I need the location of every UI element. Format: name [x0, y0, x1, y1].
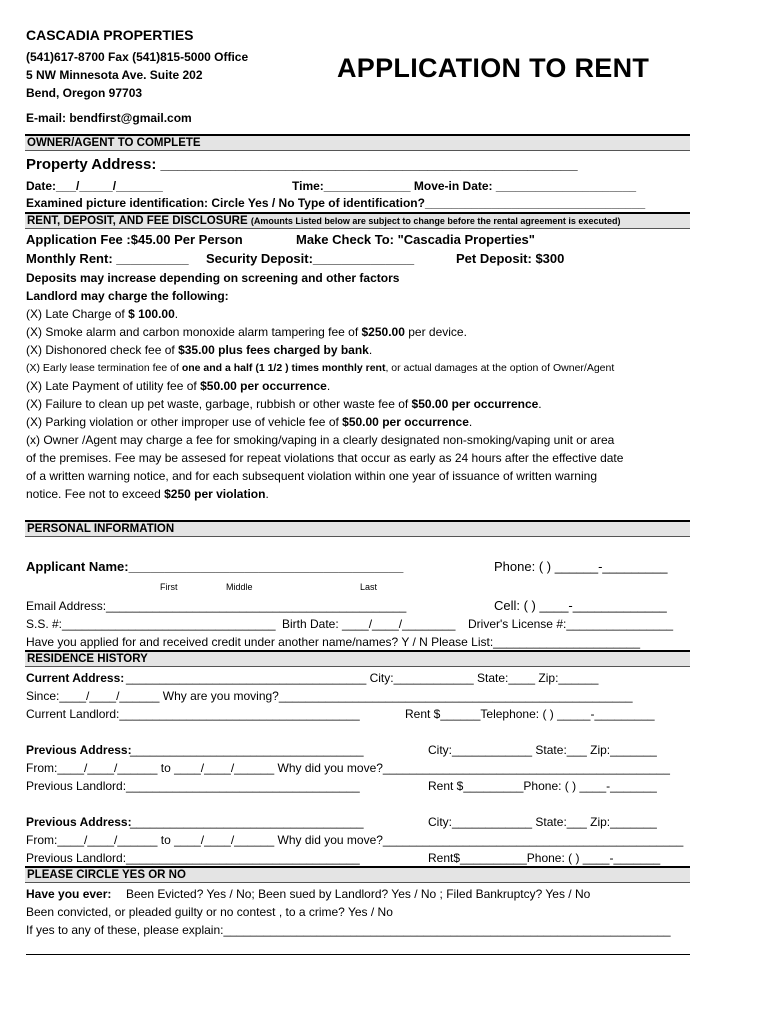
owner-section-bar	[25, 134, 690, 151]
have-you-ever-label: Have you ever:	[26, 887, 112, 901]
drivers-license-field[interactable]: Driver's License #:________________	[468, 617, 674, 631]
landlord-charge-heading: Landlord may charge the following:	[26, 289, 229, 303]
fee-item: (X) Parking violation or other improper use of vehicle fee of $50.00 per occurrence.	[26, 415, 473, 429]
applicant-name-field[interactable]: Applicant Name:______________________________________	[26, 559, 404, 574]
previous-rent-field[interactable]: Rent $_________Phone: ( ) ____-_______	[428, 779, 657, 793]
previous-landlord-field[interactable]: Previous Landlord:___________________________________	[26, 851, 360, 865]
personal-section-bar	[25, 520, 690, 537]
fee-item: (X) Late Charge of $ 100.00.	[26, 307, 179, 321]
circle-section-heading: PLEASE CIRCLE YES OR NO	[27, 869, 186, 881]
previous-landlord-field[interactable]: Previous Landlord:___________________________________	[26, 779, 360, 793]
fee-section-heading	[27, 215, 620, 227]
fee-section-bar	[25, 212, 690, 229]
current-address-field[interactable]: ____________________________________ City:____________ State:____ Zip:______	[126, 671, 599, 685]
deposits-note: Deposits may increase depending on screening and other factors	[26, 271, 400, 285]
date-field[interactable]: Date:___/_____/_______	[26, 179, 163, 193]
property-address-field[interactable]: Property Address: __________________________________________________	[26, 156, 578, 173]
company-email: E-mail: bendfirst@gmail.com	[26, 111, 192, 125]
owner-section-heading: OWNER/AGENT TO COMPLETE	[27, 137, 201, 149]
company-phones: (541)617-8700 Fax (541)815-5000 Office	[26, 50, 249, 64]
convicted-question[interactable]: Been convicted, or pleaded guilty or no contest , to a crime? Yes / No	[26, 905, 393, 919]
fee-heading-text: RENT, DEPOSIT, AND FEE DISCLOSURE	[27, 215, 248, 227]
current-landlord-field[interactable]: Current Landlord:____________________________________	[26, 707, 360, 721]
previous-rent-field[interactable]: Rent$__________Phone: ( ) ____-_______	[428, 851, 661, 865]
previous-address-label: Previous Address:	[26, 743, 132, 757]
circle-section-bar	[25, 866, 690, 883]
smoking-fee-line-4: notice. Fee not to exceed $250 per violation.	[26, 487, 269, 501]
credit-question-field[interactable]: Have you applied for and received credit under another name/names? Y / N Please List:______________________	[26, 635, 640, 649]
explain-field[interactable]: If yes to any of these, please explain:___________________________________________________________________	[26, 923, 671, 937]
cell-field[interactable]: Cell: ( ) ____-_____________	[494, 598, 667, 613]
smoking-fee-line-1: (x) Owner /Agent may charge a fee for smoking/vaping in a clearly designated non-smoking/vaping unit or area	[26, 433, 615, 447]
evicted-sued-bankruptcy-question[interactable]: Been Evicted? Yes / No; Been sued by Landlord? Yes / No ; Filed Bankruptcy? Yes / No	[126, 887, 591, 901]
fee-heading-note: (Amounts Listed below are subject to change before the rental agreement is executed)	[250, 216, 621, 226]
previous-address-field[interactable]: ___________________________________	[130, 815, 364, 829]
monthly-rent-field[interactable]: Monthly Rent: __________	[26, 251, 189, 266]
current-rent-field[interactable]: Rent $______Telephone: ( ) _____-_________	[405, 707, 655, 721]
residence-section-heading: RESIDENCE HISTORY	[27, 653, 148, 665]
first-name-caption: First	[160, 582, 178, 592]
make-check-to: Make Check To: "Cascadia Properties"	[296, 232, 535, 247]
application-fee: Application Fee :$45.00 Per Person	[26, 232, 243, 247]
previous-address-label: Previous Address:	[26, 815, 132, 829]
explain-continuation-line[interactable]	[26, 954, 690, 955]
personal-section-heading: PERSONAL INFORMATION	[27, 523, 175, 535]
fee-item: (X) Smoke alarm and carbon monoxide alarm tampering fee of $250.00 per device.	[26, 325, 467, 339]
current-address-label: Current Address:	[26, 671, 125, 685]
fee-item: (X) Late Payment of utility fee of $50.00 per occurrence.	[26, 379, 331, 393]
middle-name-caption: Middle	[226, 582, 253, 592]
company-address-2: Bend, Oregon 97703	[26, 86, 143, 100]
fee-item: (X) Early lease termination fee of one and a half (1 1/2 ) times monthly rent, or actual damages at the option of Owner/Agent	[26, 362, 615, 374]
company-address-1: 5 NW Minnesota Ave. Suite 202	[26, 68, 203, 82]
since-field[interactable]: Since:____/____/______ Why are you moving?_____________________________________________________	[26, 689, 633, 703]
fee-item: (X) Failure to clean up pet waste, garbage, rubbish or other waste fee of $50.00 per occurrence.	[26, 397, 542, 411]
pet-deposit: Pet Deposit: $300	[456, 251, 565, 266]
email-field[interactable]: Email Address:_____________________________________________	[26, 599, 407, 613]
fee-item: (X) Dishonored check fee of $35.00 plus fees charged by bank.	[26, 343, 373, 357]
page-title: APPLICATION TO RENT	[337, 53, 650, 83]
previous-from-field[interactable]: From:____/____/______ to ____/____/______ Why did you move?___________________________________________	[26, 761, 670, 775]
birth-date-field[interactable]: Birth Date: ____/____/________	[282, 617, 456, 631]
company-name: CASCADIA PROPERTIES	[26, 27, 194, 43]
id-examined-field[interactable]: Examined picture identification: Circle Yes / No Type of identification?_________________________________	[26, 196, 646, 210]
residence-section-bar	[25, 650, 690, 667]
security-deposit-field[interactable]: Security Deposit:______________	[206, 251, 415, 266]
smoking-fee-line-2: of the premises. Fee may be assesed for repeat violations that occur as early as 24 hours after the effective date	[26, 451, 624, 465]
previous-from-field[interactable]: From:____/____/______ to ____/____/______ Why did you move?_____________________________________________	[26, 833, 684, 847]
phone-field[interactable]: Phone: ( ) ______-_________	[494, 559, 668, 574]
ss-field[interactable]: S.S. #:________________________________	[26, 617, 276, 631]
time-movein-field[interactable]: Time:_____________ Move-in Date: _____________________	[292, 179, 637, 193]
last-name-caption: Last	[360, 582, 378, 592]
smoking-fee-line-3: of a written warning notice, and for each subsequent violation within one year of issuance of written warning	[26, 469, 597, 483]
previous-city-field[interactable]: City:____________ State:___ Zip:_______	[428, 743, 657, 757]
previous-address-field[interactable]: ___________________________________	[130, 743, 364, 757]
previous-city-field[interactable]: City:____________ State:___ Zip:_______	[428, 815, 657, 829]
